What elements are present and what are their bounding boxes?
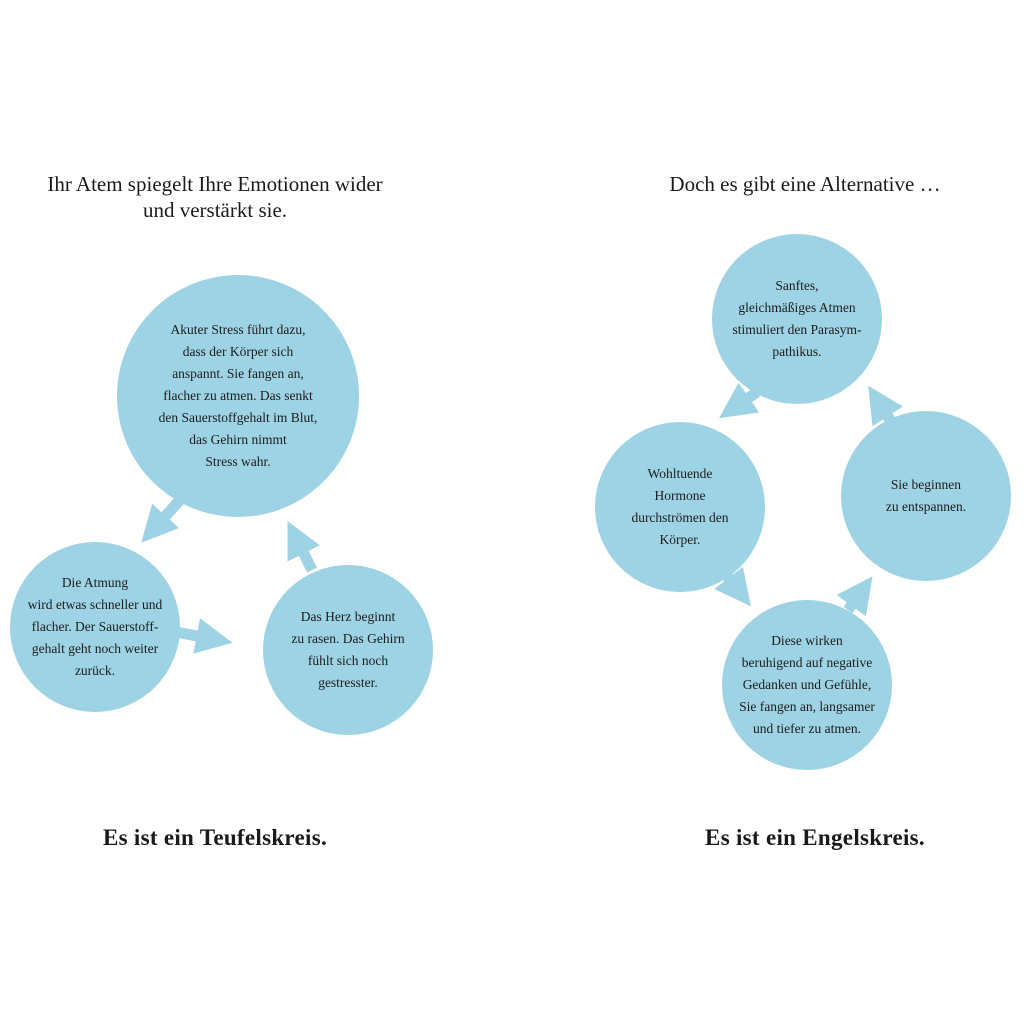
circle-sanftes-line: stimuliert den Parasym-: [732, 322, 862, 337]
circle-wirken-line: Diese wirken: [771, 633, 843, 648]
circle-sanftes-line: gleichmäßiges Atmen: [738, 300, 856, 315]
circle-atmung-line: wird etwas schneller und: [27, 597, 163, 612]
circle-herz-line: fühlt sich noch: [307, 653, 389, 668]
circle-sanftes: [712, 234, 882, 404]
left-heading: [15, 171, 415, 223]
circle-wirken-line: Gedanken und Gefühle,: [742, 677, 872, 692]
circle-entspannen-text: [886, 474, 966, 518]
circle-stress-line: Stress wahr.: [205, 454, 271, 469]
circle-hormone-line: Wohltuende: [647, 466, 713, 481]
circle-atmung: [10, 542, 180, 712]
circle-stress: [117, 275, 359, 517]
circle-hormone-line: Körper.: [659, 532, 701, 547]
circle-wirken-text: [739, 630, 875, 740]
circle-hormone-line: durchströmen den: [631, 510, 729, 525]
circle-hormone-text: [631, 463, 728, 551]
circle-entspannen-line: Sie beginnen: [890, 477, 962, 492]
circle-stress-line: anspannt. Sie fangen an,: [172, 366, 304, 381]
circle-hormone: [595, 422, 765, 592]
circle-sanftes-text: [733, 275, 862, 363]
circle-wirken-line: beruhigend auf negative: [741, 655, 873, 670]
circle-herz-line: gestresster.: [318, 675, 378, 690]
arrow-wirken-to-entspannen: [848, 588, 864, 610]
circle-stress-line: das Gehirn nimmt: [189, 432, 287, 447]
circle-herz-line: Das Herz beginnt: [300, 609, 396, 624]
circle-herz-text: [291, 606, 404, 694]
circle-stress-line: Akuter Stress führt dazu,: [170, 322, 306, 337]
circle-herz-line: zu rasen. Das Gehirn: [291, 631, 405, 646]
circle-herz: [263, 565, 433, 735]
circle-hormone-line: Hormone: [654, 488, 706, 503]
circle-stress-line: dass der Körper sich: [182, 344, 294, 359]
circle-wirken-line: und tiefer zu atmen.: [753, 721, 861, 736]
circle-atmung-line: gehalt geht noch weiter: [31, 641, 159, 656]
arrow-atmung-to-herz: [176, 632, 218, 640]
circle-stress-text: [159, 319, 318, 473]
circle-atmung-line: flacher. Der Sauerstoff-: [31, 619, 159, 634]
circle-atmung-line: zurück.: [74, 663, 116, 678]
arrow-stress-to-atmung: [151, 500, 180, 532]
circle-entspannen: [841, 411, 1011, 581]
left-heading-line-2: und verstärkt sie.: [142, 198, 288, 222]
circle-sanftes-line: Sanftes,: [775, 278, 819, 293]
left-heading-line-1: Ihr Atem spiegelt Ihre Emotionen wider: [47, 172, 383, 196]
circle-atmung-line: Die Atmung: [61, 575, 129, 590]
right-heading: [615, 171, 995, 197]
arrow-herz-to-stress: [294, 534, 312, 570]
arrow-sanftes-to-hormone: [731, 392, 757, 410]
right-heading-line-1: Doch es gibt eine Alternative …: [669, 172, 941, 196]
circle-entspannen-line: zu entspannen.: [885, 499, 967, 514]
right-footer: Es ist ein Engelskreis.: [705, 825, 925, 850]
circle-wirken: [722, 600, 892, 770]
circle-sanftes-line: pathikus.: [772, 344, 822, 359]
circle-atmung-text: [28, 572, 163, 682]
circle-stress-line: den Sauerstoffgehalt im Blut,: [158, 410, 318, 425]
circle-stress-line: flacher zu atmen. Das senkt: [163, 388, 313, 403]
left-footer: Es ist ein Teufelskreis.: [102, 825, 328, 850]
circle-wirken-line: Sie fangen an, langsamer: [739, 699, 875, 714]
